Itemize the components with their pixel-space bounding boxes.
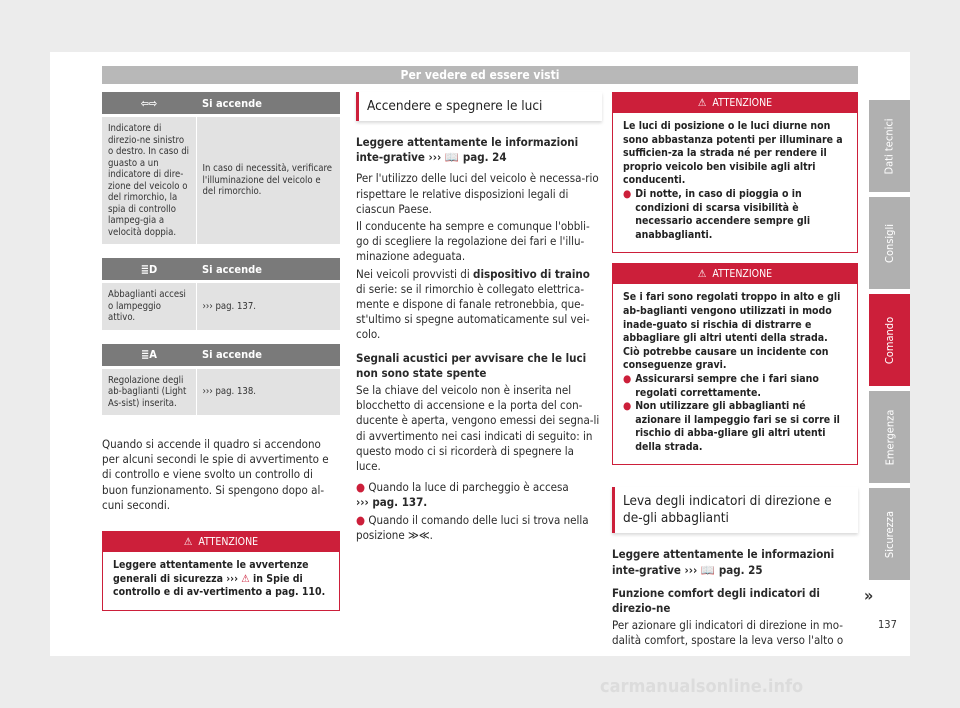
chapter-tabs (869, 100, 910, 585)
light-assist-icon: ≣A (102, 344, 196, 366)
high-beam-table (102, 258, 340, 330)
bullet-text: Di notte, in caso di pioggia o in condizioni di scarsa visibilità è necessario accendere sempre gli anabbaglianti. (635, 187, 811, 241)
paragraph: Se la chiave del veicolo non è inserita nel blocchetto di accensione e la porta del con-ducente è aperta, vengono emessi dei segna-li di avvertimento nei casi indicati di seguito: in questo modo ci si ricorderà di spegnere la luce. (356, 383, 600, 474)
table-cell-description: Regolazione degli ab-baglianti (Light As-sist) inserita. (102, 369, 196, 416)
intro-text: Leggere attentamente le informazioni inte-grative ››› (356, 135, 579, 165)
warning-bullet: ● Non utilizzare gli abbaglianti né azionare il lampeggio fari se si corre il rischio di abba-gliare gli altri utenti della strada. (623, 400, 847, 454)
warning-text (103, 552, 339, 610)
paragraph: Quando si accende il quadro si accendono per alcuni secondi le spie di avvertimento e di controllo e viene svolto un controllo di buon funzionamento. Si spengono dopo al-cuni secondi. (102, 437, 329, 512)
table-cell-link[interactable]: ››› pag. 138. (196, 369, 340, 416)
warning-paragraph: Se i fari sono regolati troppo in alto e gli ab-baglianti vengono utilizzati in modo inade-guato si rischia di distrarre e abbagliare gli altri utenti della strada. Ciò potrebbe causare un incidente con conseguenze gravi. (623, 291, 841, 372)
warning-triangle-icon: ⚠ (183, 536, 193, 549)
warning-text-b: in Spie di controllo e di av-vertimento a pag. 110. (113, 572, 326, 599)
page-number: 137 (878, 618, 897, 631)
column-body (356, 135, 602, 543)
table-cell-link[interactable]: ››› pag. 137. (196, 283, 340, 330)
section-header: Per vedere ed essere visti (102, 66, 858, 84)
warning-inline-icon: ⚠ (241, 572, 250, 585)
page-link[interactable]: ››› pag. 137. (356, 495, 428, 510)
section-title: Accendere e spegnere le luci (356, 92, 602, 121)
column-right (612, 92, 858, 651)
turn-signal-icon: ⇦⇨ (102, 92, 196, 114)
intro-text: Leggere attentamente le informazioni inte-grative ››› (612, 547, 835, 577)
tab-label: Comando (883, 316, 897, 364)
tab-sicurezza[interactable] (869, 488, 910, 580)
tab-emergenza[interactable] (869, 391, 910, 483)
intro-page-link[interactable]: pag. 24 (459, 150, 507, 165)
intro-page-link[interactable]: pag. 25 (715, 562, 763, 577)
bullet-item: ● Quando il comando delle luci si trova nella posizione ≫≪. (356, 512, 589, 542)
warning-text-a: Leggere attentamente le avvertenze generali di sicurezza ››› (113, 559, 309, 585)
book-icon: 📖 (444, 150, 460, 165)
subheading: Segnali acustici per avvisare che le luci non sono state spente (356, 350, 587, 380)
tab-dati-tecnici[interactable] (869, 100, 910, 192)
column-middle (356, 92, 602, 545)
paragraph: Il conducente ha sempre e comunque l'obbli-go di scegliere la regolazione dei fari e l'illu-minazione adeguata. (356, 219, 590, 264)
bullet-text: Quando il comando delle luci si trova nella posizione ≫≪. (356, 512, 589, 542)
warning-header (103, 532, 339, 552)
table-header-label: Si accende (196, 344, 340, 366)
warning-title: ATTENZIONE (712, 97, 773, 109)
table-cell-action: In caso di necessità, verificare l'illuminazione del veicolo e del rimorchio. (196, 117, 340, 244)
paragraph: Per l'utilizzo delle luci del veicolo è necessa-rio rispettare le relative disposizioni legali di ciascun Paese. (356, 171, 599, 216)
warning-box (612, 92, 858, 253)
tab-label: Sicurezza (883, 510, 896, 558)
section-title-box (612, 487, 858, 533)
tab-label: Emergenza (883, 409, 897, 465)
bullet-text: Assicurarsi sempre che i fari siano regolati correttamente. (635, 372, 819, 399)
section-title: Leva degli indicatori di direzione e de-gli abbaglianti (612, 487, 858, 533)
table-cell-description: Indicatore di direzio-ne sinistro o destro. In caso di guasto a un indicatore di dire-zione del veicolo o del rimorchio, la spia di controllo lampeg-gia a velocità doppia. (102, 117, 196, 244)
high-beam-icon: ≣D (102, 258, 196, 280)
warning-text (613, 113, 857, 252)
tab-label: Consigli (883, 223, 896, 263)
tab-comando[interactable] (869, 294, 910, 386)
paragraph (356, 267, 602, 343)
warning-triangle-icon: ⚠ (697, 268, 707, 281)
text-run: Nei veicoli provvisti di (356, 266, 474, 281)
warning-paragraph: Le luci di posizione o le luci diurne non sono abbastanza potenti per illuminare a sufficien-za la strada né per rendere il proprio veicolo ben visibile agli altri conducenti. (623, 120, 843, 187)
tab-consigli[interactable] (869, 197, 910, 289)
watermark: carmanualsonline.info (600, 676, 804, 697)
table-header-label: Si accende (196, 92, 340, 114)
warning-header (613, 264, 857, 284)
column-left (102, 92, 340, 611)
table-header-label: Si accende (196, 258, 340, 280)
tab-label: Dati tecnici (883, 117, 896, 175)
warning-box (612, 263, 858, 465)
column-body (612, 547, 858, 648)
warning-text (613, 284, 857, 464)
continue-arrow-icon: » (864, 586, 874, 605)
warning-title: ATTENZIONE (712, 268, 773, 281)
warning-bullet: ● Di notte, in caso di pioggia o in condizioni di scarsa visibilità è necessario accendere sempre gli anabbaglianti. (623, 188, 847, 242)
warning-title: ATTENZIONE (198, 536, 259, 549)
section-title-box (356, 92, 602, 121)
warning-bullet: ● Assicurarsi sempre che i fari siano regolati correttamente. (623, 373, 847, 400)
table-cell-description: Abbaglianti accesi o lampeggio attivo. (102, 283, 196, 330)
warning-header (613, 93, 857, 113)
text-run: di serie: se il rimorchio è collegato elettrica-mente e dispone di fanale retronebbia, que-st'ultimo si spegne automaticamente sul vei-colo. (356, 281, 590, 342)
paragraph: Per azionare gli indicatori di direzione in mo-dalità comfort, spostare la leva verso l'alto o (612, 618, 844, 648)
bullet-text: Non utilizzare gli abbaglianti né azionare il lampeggio fari se si corre il rischio di abba-gliare gli altri utenti della strada. (635, 400, 840, 453)
bullet-item: ● Quando la luce di parcheggio è accesa ››› pag. 137. (356, 480, 569, 510)
text-run-bold: dispositivo di traino (473, 266, 590, 281)
warning-box (102, 531, 340, 611)
subheading: Funzione comfort degli indicatori di direzio-ne (612, 585, 820, 616)
warning-triangle-icon: ⚠ (697, 97, 707, 109)
book-icon: 📖 (700, 562, 716, 577)
indicator-table (102, 92, 340, 244)
bullet-text: Quando la luce di parcheggio è accesa (368, 480, 569, 495)
light-assist-table (102, 344, 340, 416)
